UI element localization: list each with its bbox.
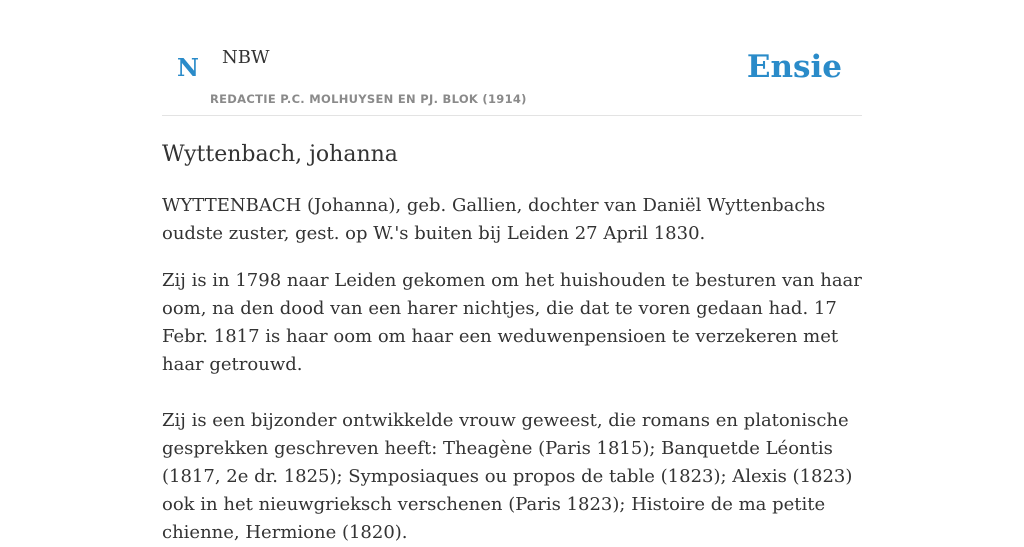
entry-paragraph: Zij is een bijzonder ontwikkelde vrouw geweest, die romans en platonische gesprekken geschreven heeft: Theagène (Paris 1815); Banquetde Léontis (1817, 2e dr. 1825); Symposiaques ou propos de table (1823); Alexis (1823) ook in het nieuwgrieksch verschenen (Paris 1823); Histoire de ma petite chienne, Hermione (1820). bbox=[162, 410, 853, 544]
source-subtitle: REDACTIE P.C. MOLHUYSEN EN PJ. BLOK (1914) bbox=[210, 92, 527, 106]
entry-paragraph: WYTTENBACH (Johanna), geb. Gallien, dochter van Daniël Wyttenbachs oudste zuster, gest. op W.'s buiten bij Leiden 27 April 1830. bbox=[162, 195, 826, 245]
entry-paragraph: Zij is in 1798 naar Leiden gekomen om het huishouden te besturen van haar oom, na den dood van een harer nichtjes, die dat te voren gedaan had. 17 Febr. 1817 is haar oom om haar een weduwenpensioen te verzekeren met haar getrouwd. bbox=[162, 270, 862, 376]
source-title[interactable]: NBW bbox=[222, 47, 270, 68]
source-logo-icon[interactable]: N bbox=[177, 53, 199, 82]
page bbox=[162, 0, 862, 547]
entry-body bbox=[162, 192, 862, 547]
brand-logo-link[interactable]: Ensie bbox=[746, 49, 842, 85]
entry-title: Wyttenbach, johanna bbox=[162, 142, 398, 167]
source-header bbox=[162, 0, 862, 116]
